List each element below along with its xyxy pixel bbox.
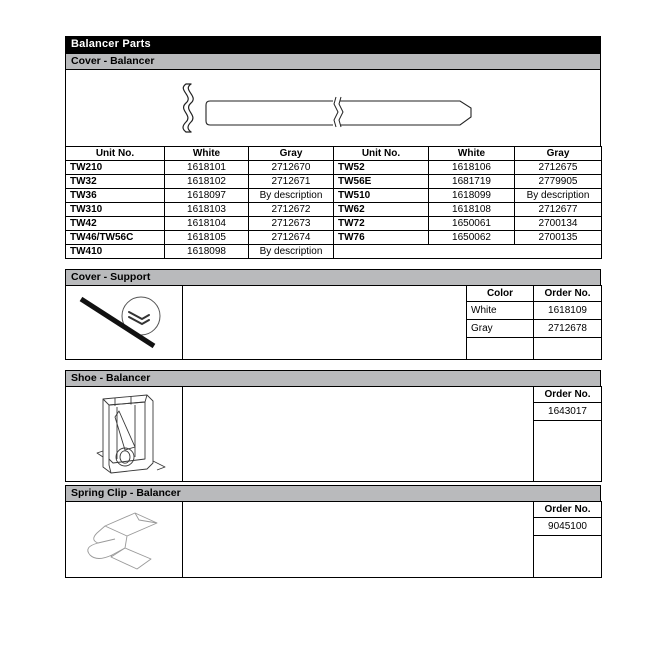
part-number-cell: 1618105 (165, 231, 249, 245)
part-number-cell: 1618098 (165, 245, 249, 259)
filler-cell (534, 536, 602, 578)
unit-no-cell: TW72 (334, 217, 429, 231)
section-header-shoe-balancer (65, 370, 601, 387)
section-gap (65, 259, 601, 269)
order-no-cell: 1643017 (534, 403, 602, 421)
col-header: White (429, 147, 515, 161)
order-no-cell: 2712678 (534, 320, 602, 338)
part-number-cell: 2712673 (249, 217, 334, 231)
unit-no-cell: TW76 (334, 231, 429, 245)
table-row (66, 217, 602, 231)
spring-clip-image-cell (66, 502, 183, 578)
empty-cell (334, 245, 602, 259)
part-number-cell: 1650061 (429, 217, 515, 231)
cover-support-table (65, 285, 602, 360)
part-number-cell: 1618106 (429, 161, 515, 175)
part-number-cell: 2712670 (249, 161, 334, 175)
cover-balancer-table (65, 146, 602, 259)
part-number-cell: 2700135 (515, 231, 602, 245)
table-row (66, 175, 602, 189)
table-row (66, 231, 602, 245)
cover-balancer-drawing-box (65, 70, 601, 147)
part-number-cell: 1618099 (429, 189, 515, 203)
table-header-row (66, 286, 602, 302)
table-header-row (66, 387, 602, 403)
table-row (66, 245, 602, 259)
unit-no-cell: TW56E (334, 175, 429, 189)
table-header-row (66, 502, 602, 518)
col-header: Unit No. (334, 147, 429, 161)
table-header-row (66, 147, 602, 161)
spacer-cell (183, 286, 467, 360)
spacer-cell (183, 387, 534, 482)
col-header: Gray (515, 147, 602, 161)
filler-cell (534, 421, 602, 482)
unit-no-cell: TW36 (66, 189, 165, 203)
section-header-cover-support (65, 269, 601, 286)
col-header: Order No. (534, 387, 602, 403)
part-number-cell: 2700134 (515, 217, 602, 231)
section-gap (65, 360, 601, 370)
cover-support-image-cell (66, 286, 183, 360)
color-name-cell: Gray (467, 320, 534, 338)
part-number-cell: By description (515, 189, 602, 203)
part-number-cell: 2712671 (249, 175, 334, 189)
filler-cell (534, 338, 602, 360)
col-header: White (165, 147, 249, 161)
order-no-cell: 9045100 (534, 518, 602, 536)
section-label: Cover - Support (71, 271, 151, 283)
unit-no-cell: TW46/TW56C (66, 231, 165, 245)
page-title (65, 36, 601, 53)
col-header: Color (467, 286, 534, 302)
page-title-text: Balancer Parts (71, 38, 151, 50)
section-header-spring-clip (65, 485, 601, 502)
col-header: Unit No. (66, 147, 165, 161)
part-number-cell: 1618104 (165, 217, 249, 231)
part-number-cell: 2712672 (249, 203, 334, 217)
part-number-cell: 1618097 (165, 189, 249, 203)
part-number-cell: 2712675 (515, 161, 602, 175)
parts-catalog-page (65, 36, 601, 578)
shoe-balancer-table (65, 386, 602, 482)
cover-balancer-drawing-icon (66, 70, 600, 145)
order-no-cell: 1618109 (534, 302, 602, 320)
unit-no-cell: TW42 (66, 217, 165, 231)
table-row (66, 161, 602, 175)
part-number-cell: 1618102 (165, 175, 249, 189)
part-number-cell: 2779905 (515, 175, 602, 189)
filler-cell (467, 338, 534, 360)
color-name-cell: White (467, 302, 534, 320)
shoe-balancer-drawing-icon (67, 387, 182, 481)
unit-no-cell: TW410 (66, 245, 165, 259)
unit-no-cell: TW310 (66, 203, 165, 217)
col-header: Order No. (534, 502, 602, 518)
table-row (66, 203, 602, 217)
shoe-image-cell (66, 387, 183, 482)
section-header-cover-balancer (65, 53, 601, 70)
unit-no-cell: TW210 (66, 161, 165, 175)
part-number-cell: 1618103 (165, 203, 249, 217)
part-number-cell: 1650062 (429, 231, 515, 245)
section-label: Shoe - Balancer (71, 372, 151, 384)
unit-no-cell: TW32 (66, 175, 165, 189)
unit-no-cell: TW52 (334, 161, 429, 175)
part-number-cell: 2712677 (515, 203, 602, 217)
part-number-cell: 1618101 (165, 161, 249, 175)
unit-no-cell: TW510 (334, 189, 429, 203)
part-number-cell: 1681719 (429, 175, 515, 189)
col-header: Gray (249, 147, 334, 161)
part-number-cell: 2712674 (249, 231, 334, 245)
col-header: Order No. (534, 286, 602, 302)
spring-clip-table (65, 501, 602, 578)
cover-support-drawing-icon (67, 286, 182, 359)
table-row (66, 189, 602, 203)
unit-no-cell: TW62 (334, 203, 429, 217)
spacer-cell (183, 502, 534, 578)
section-label: Spring Clip - Balancer (71, 487, 181, 499)
section-label: Cover - Balancer (71, 55, 155, 67)
part-number-cell: 1618108 (429, 203, 515, 217)
part-number-cell: By description (249, 245, 334, 259)
spring-clip-drawing-icon (67, 502, 182, 577)
part-number-cell: By description (249, 189, 334, 203)
